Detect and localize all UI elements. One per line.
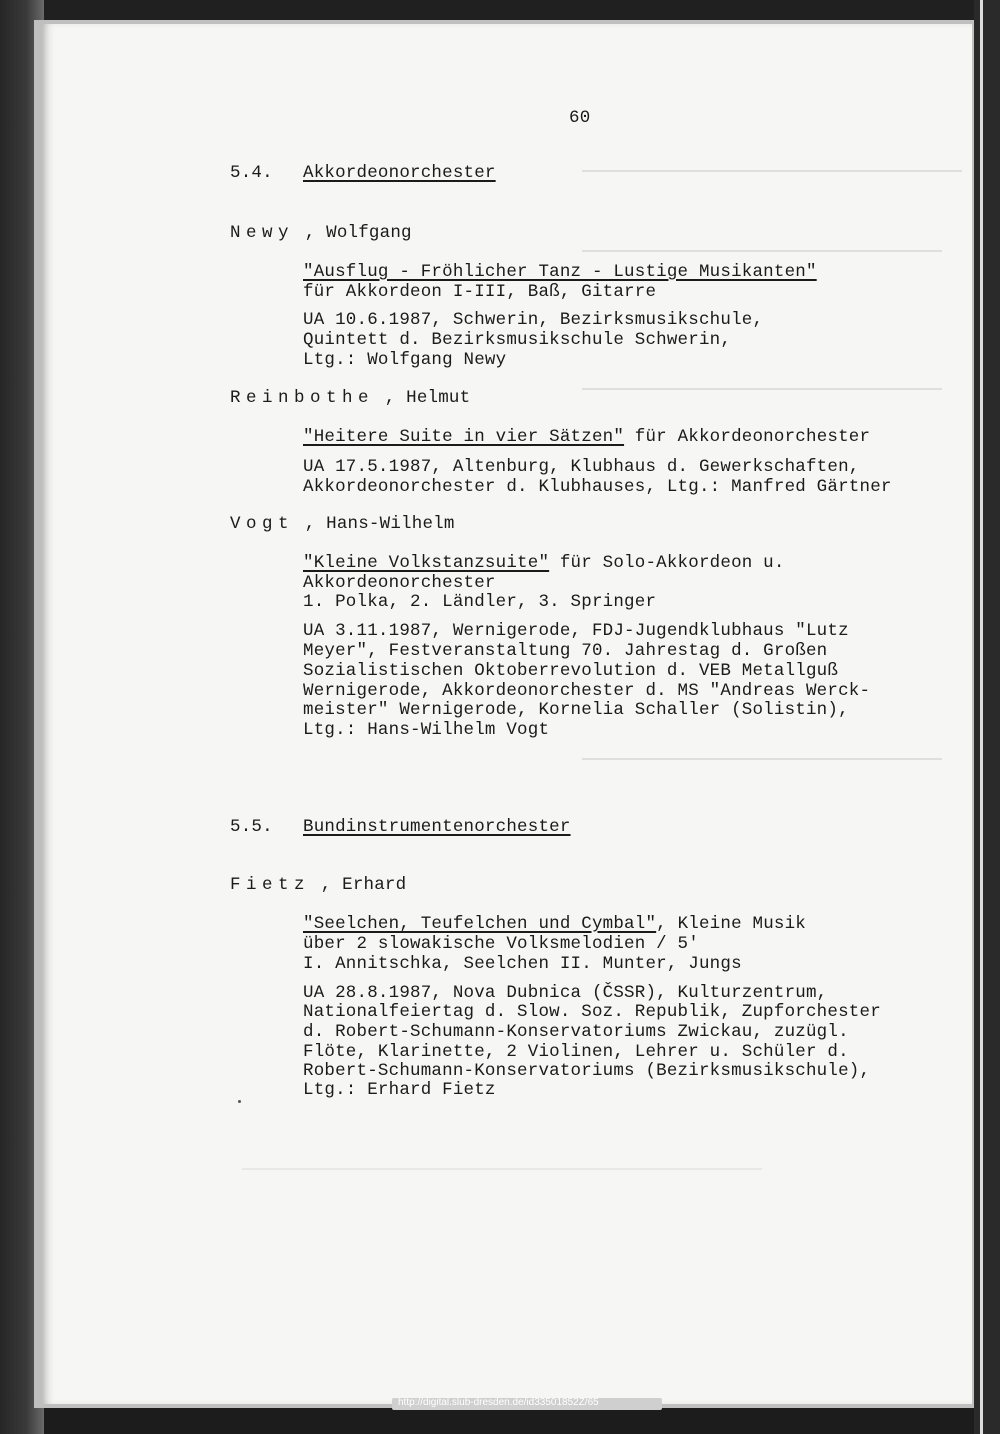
scanner-right-strip	[974, 0, 1000, 1434]
composer-name	[230, 875, 406, 895]
ink-speck	[238, 1100, 241, 1103]
work-instrumentation: für Solo-Akkordeon u.	[549, 553, 785, 573]
bleed-through-texture	[582, 374, 942, 390]
premiere-line: Ltg.: Wolfgang Newy	[303, 350, 507, 370]
premiere-line: Nationalfeiertag d. Slow. Soz. Republik, Zupforchester	[303, 1002, 881, 1022]
bleed-through-texture	[242, 1154, 762, 1170]
composer-given-name: Wolfgang	[326, 223, 412, 243]
work-instrumentation: Akkordeonorchester	[303, 573, 496, 593]
premiere-line: Robert-Schumann-Konservatoriums (Bezirksmusikschule),	[303, 1061, 871, 1081]
work-title: "Kleine Volkstanzsuite"	[303, 553, 550, 573]
section-title: Bundinstrumentenorchester	[303, 817, 571, 837]
premiere-line: Sozialistischen Oktoberrevolution d. VEB Metallguß	[303, 661, 839, 681]
section-number: 5.5.	[230, 817, 273, 837]
section-number: 5.4.	[230, 163, 273, 183]
premiere-line: Flöte, Klarinette, 2 Violinen, Lehrer u. Schüler d.	[303, 1042, 849, 1062]
work-title: "Seelchen, Teufelchen und Cymbal"	[303, 914, 657, 934]
premiere-line: UA 17.5.1987, Altenburg, Klubhaus d. Gewerkschaften,	[303, 457, 860, 477]
composer-surname: Fietz	[230, 875, 311, 895]
work-title: "Heitere Suite in vier Sätzen"	[303, 427, 625, 447]
premiere-line: Meyer", Festveranstaltung 70. Jahrestag d. Großen	[303, 641, 828, 661]
premiere-line: meister" Wernigerode, Kornelia Schaller (Solistin),	[303, 700, 849, 720]
composer-name	[230, 388, 470, 408]
footer-url[interactable]: http://digital.slub-dresden.de/id33501852Z/65	[398, 1397, 599, 1408]
work-line	[303, 427, 870, 447]
composer-name	[230, 514, 455, 534]
work-line	[303, 553, 785, 573]
name-separator: ,	[374, 388, 407, 408]
composer-surname: Vogt	[230, 514, 295, 534]
bleed-through-texture	[582, 744, 942, 760]
composer-given-name: Helmut	[406, 388, 471, 408]
premiere-line: Ltg.: Hans-Wilhelm Vogt	[303, 720, 550, 740]
work-movements: 1. Polka, 2. Ländler, 3. Springer	[303, 592, 657, 612]
premiere-line: Ltg.: Erhard Fietz	[303, 1080, 496, 1100]
work-instrumentation: für Akkordeon I-III, Baß, Gitarre	[303, 282, 657, 302]
composer-given-name: Erhard	[342, 875, 407, 895]
premiere-line: UA 3.11.1987, Wernigerode, FDJ-Jugendklubhaus "Lutz	[303, 621, 849, 641]
premiere-line: UA 10.6.1987, Schwerin, Bezirksmusikschule,	[303, 310, 764, 330]
work-title: "Ausflug - Fröhlicher Tanz - Lustige Musikanten"	[303, 262, 817, 282]
name-separator: ,	[294, 223, 327, 243]
work-line	[303, 914, 806, 934]
work-movements: I. Annitschka, Seelchen II. Munter, Jungs	[303, 954, 742, 974]
premiere-line: Akkordeonorchester d. Klubhauses, Ltg.: Manfred Gärtner	[303, 477, 892, 497]
bleed-through-texture	[582, 236, 942, 252]
premiere-line: UA 28.8.1987, Nova Dubnica (ČSSR), Kulturzentrum,	[303, 983, 828, 1003]
page-number: 60	[569, 108, 591, 128]
premiere-line: d. Robert-Schumann-Konservatoriums Zwickau, zuzügl.	[303, 1022, 849, 1042]
name-separator: ,	[294, 514, 327, 534]
composer-given-name: Hans-Wilhelm	[326, 514, 455, 534]
composer-surname: Reinbothe	[230, 388, 375, 408]
work-instrumentation: für Akkordeonorchester	[624, 427, 871, 447]
bleed-through-texture	[582, 156, 962, 172]
name-separator: ,	[310, 875, 343, 895]
composer-surname: Newy	[230, 223, 295, 243]
section-title: Akkordeonorchester	[303, 163, 496, 183]
work-subtitle: , Kleine Musik	[656, 914, 806, 934]
work-subtitle: über 2 slowakische Volksmelodien / 5'	[303, 934, 699, 954]
composer-name	[230, 223, 412, 243]
premiere-line: Quintett d. Bezirksmusikschule Schwerin,	[303, 330, 732, 350]
premiere-line: Wernigerode, Akkordeonorchester d. MS "Andreas Werck-	[303, 681, 871, 701]
